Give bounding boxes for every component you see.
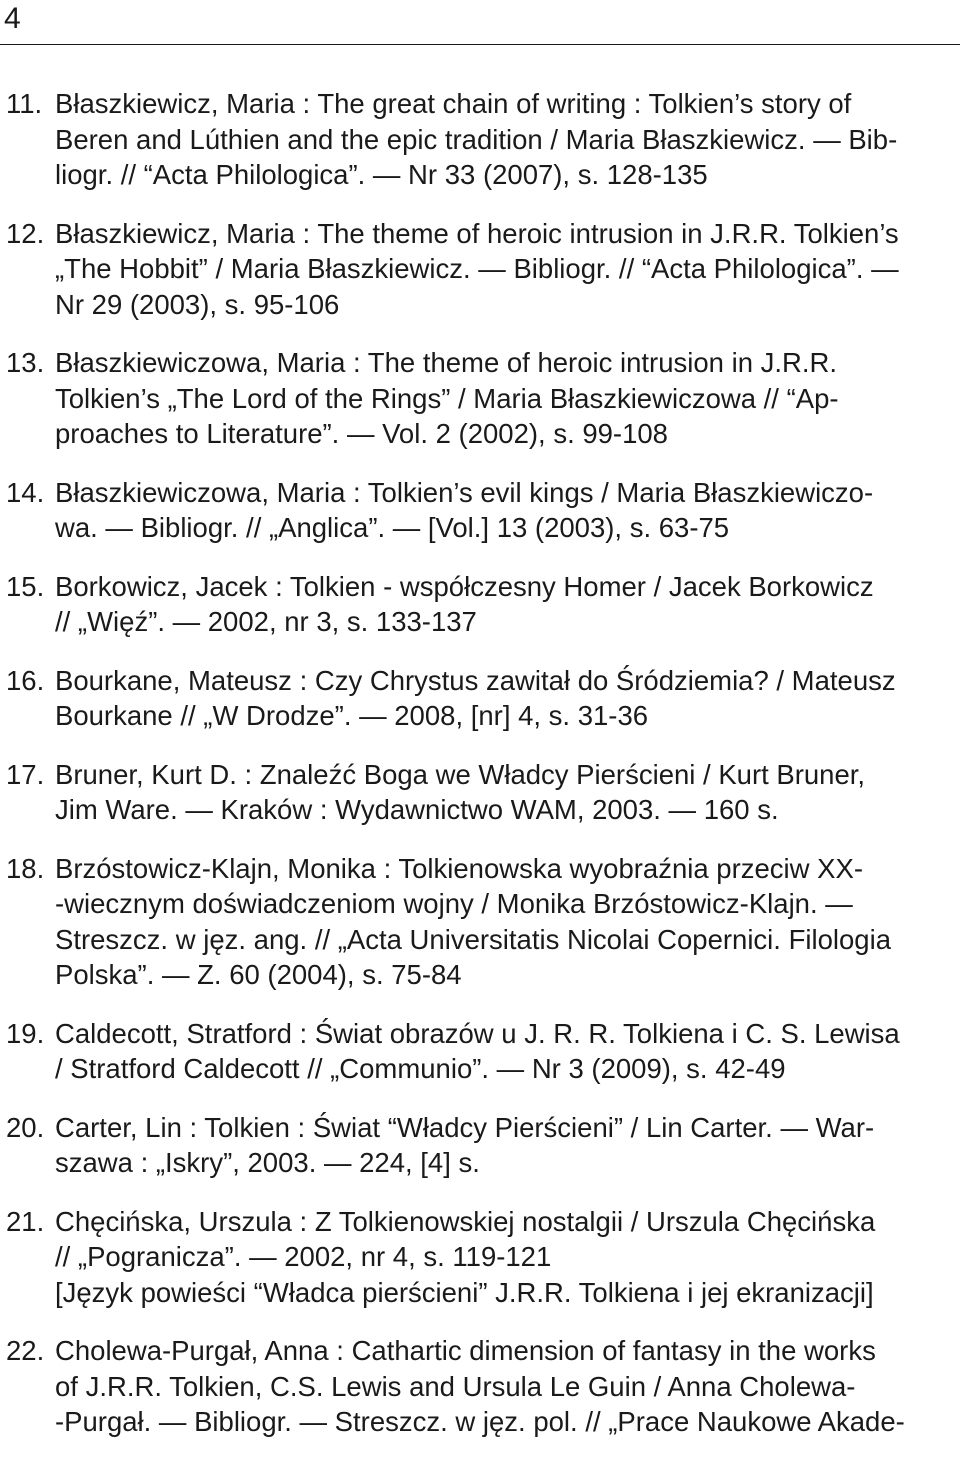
entry-text-line: Bourkane // „W Drodze”. — 2008, [nr] 4, s. 31-36	[55, 700, 649, 731]
entry-text-line: -wiecznym doświadczeniom wojny / Monika Brzóstowicz-Klajn. —	[55, 888, 853, 919]
bibliography-entry	[0, 1016, 960, 1087]
entry-text-line: / Stratford Caldecott // „Communio”. — Nr 3 (2009), s. 42-49	[55, 1053, 786, 1084]
entry-text-line: Caldecott, Stratford : Świat obrazów u J. R. R. Tolkiena i C. S. Lewisa	[55, 1017, 900, 1049]
entry-number: 12.	[6, 217, 45, 249]
bibliography-entry	[0, 345, 960, 452]
entry-number: 22.	[6, 1335, 45, 1366]
entry-text-line: szawa : „Iskry”, 2003. — 224, [4] s.	[55, 1147, 480, 1178]
entry-text-line: // „Więź”. — 2002, nr 3, s. 133-137	[55, 606, 477, 637]
entry-text-line: Streszcz. w jęz. ang. // „Acta Universitatis Nicolai Copernici. Filologia	[55, 923, 891, 955]
bibliography-entry	[0, 1333, 960, 1440]
page-number: 4	[4, 2, 21, 35]
entry-number: 15.	[6, 570, 45, 602]
bibliography-entry	[0, 757, 960, 828]
entry-number: 16.	[6, 664, 45, 696]
entry-text-line: [Język powieści “Władca pierścieni” J.R.R. Tolkiena i jej ekranizacji]	[55, 1276, 874, 1308]
entry-number: 11.	[6, 88, 43, 119]
entry-text-line: liogr. // “Acta Philologica”. — Nr 33 (2007), s. 128-135	[55, 159, 708, 190]
entry-text-line: Tolkien’s „The Lord of the Rings” / Maria Błaszkiewiczowa // “Ap-	[55, 382, 839, 414]
bibliography-list	[0, 86, 960, 1463]
entry-text-line: Brzóstowicz-Klajn, Monika : Tolkienowska wyobraźnia przeciw XX-	[55, 852, 863, 884]
bibliography-entry	[0, 216, 960, 323]
entry-text-line: Bruner, Kurt D. : Znaleźć Boga we Władcy Pierścieni / Kurt Bruner,	[55, 758, 866, 790]
entry-text-line: -Purgał. — Bibliogr. — Streszcz. w jęz. pol. // „Prace Naukowe Akade-	[55, 1406, 905, 1437]
bibliography-entry	[0, 851, 960, 993]
entry-number: 17.	[6, 758, 45, 790]
entry-text-line: Carter, Lin : Tolkien : Świat “Władcy Pierścieni” / Lin Carter. — War-	[55, 1111, 875, 1143]
entry-text-line: Polska”. — Z. 60 (2004), s. 75-84	[55, 959, 462, 990]
bibliography-entry	[0, 475, 960, 546]
entry-text-line: Bourkane, Mateusz : Czy Chrystus zawitał do Śródziemia? / Mateusz	[55, 664, 896, 696]
entry-text-line: Chęcińska, Urszula : Z Tolkienowskiej nostalgii / Urszula Chęcińska	[55, 1205, 876, 1237]
entry-text-line: Błaszkiewicz, Maria : The great chain of writing : Tolkien’s story of	[55, 88, 852, 119]
entry-number: 14.	[6, 476, 45, 508]
entry-number: 18.	[6, 852, 45, 884]
entry-text-line: Błaszkiewiczowa, Maria : The theme of heroic intrusion in J.R.R.	[55, 347, 838, 378]
bibliography-entry	[0, 569, 960, 640]
entry-text-line: // „Pogranicza”. — 2002, nr 4, s. 119-121	[55, 1241, 552, 1272]
entry-text-line: wa. — Bibliogr. // „Anglica”. — [Vol.] 13 (2003), s. 63-75	[55, 512, 730, 543]
bibliography-entry	[0, 1110, 960, 1181]
entry-text-line: Borkowicz, Jacek : Tolkien - współczesny Homer / Jacek Borkowicz	[55, 570, 874, 602]
entry-text-line: „The Hobbit” / Maria Błaszkiewicz. — Bibliogr. // “Acta Philologica”. —	[55, 253, 899, 284]
entry-text-line: Beren and Lúthien and the epic tradition / Maria Błaszkiewicz. — Bib-	[55, 123, 898, 155]
entry-text-line: of J.R.R. Tolkien, C.S. Lewis and Ursula Le Guin / Anna Cholewa-	[55, 1370, 856, 1402]
entry-number: 21.	[6, 1205, 45, 1237]
entry-number: 20.	[6, 1111, 45, 1143]
entry-number: 13.	[6, 347, 45, 378]
top-rule	[0, 44, 960, 45]
entry-number: 19.	[6, 1017, 45, 1049]
bibliography-entry	[0, 663, 960, 734]
entry-text-line: Błaszkiewiczowa, Maria : Tolkien’s evil kings / Maria Błaszkiewiczo-	[55, 476, 874, 508]
entry-text-line: Błaszkiewicz, Maria : The theme of heroic intrusion in J.R.R. Tolkien’s	[55, 217, 899, 249]
entry-text-line: Cholewa-Purgał, Anna : Cathartic dimension of fantasy in the works	[55, 1335, 876, 1366]
entry-text-line: Nr 29 (2003), s. 95-106	[55, 288, 340, 320]
bibliography-entry	[0, 86, 960, 193]
entry-text-line: Jim Ware. — Kraków : Wydawnictwo WAM, 2003. — 160 s.	[55, 794, 779, 825]
entry-text-line: proaches to Literature”. — Vol. 2 (2002), s. 99-108	[55, 418, 668, 449]
bibliography-entry	[0, 1204, 960, 1311]
